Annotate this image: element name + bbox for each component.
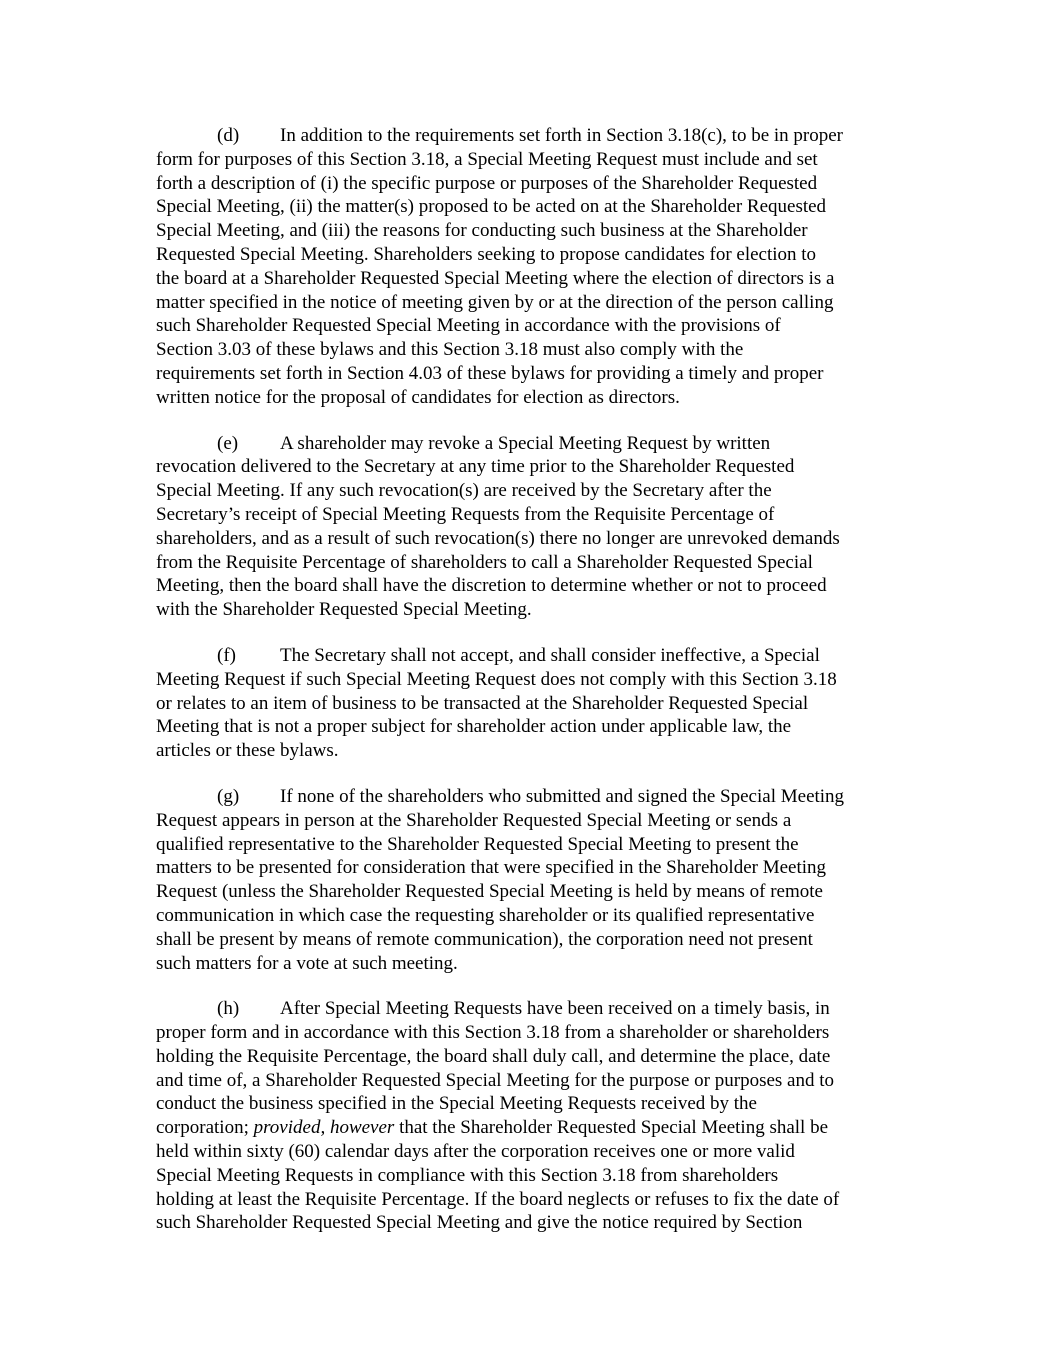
paragraph-line (156, 1116, 906, 1140)
paragraph-line: revocation delivered to the Secretary at any time prior to the Shareholder Requested (156, 456, 795, 478)
paragraph-line (156, 785, 906, 809)
paragraph-line: Requested Special Meeting. Shareholders seeking to propose candidates for election to (156, 243, 817, 265)
paragraph-line: Meeting that is not a proper subject for shareholder action under applicable law, the (156, 716, 792, 738)
paragraph-line: conduct the business specified in the Special Meeting Requests received by the (156, 1093, 757, 1115)
paragraph-f (156, 644, 906, 763)
paragraph-g (156, 785, 906, 975)
paragraph-line: Secretary’s receipt of Special Meeting Requests from the Requisite Percentage of (156, 503, 775, 525)
paragraph-label: (d) (217, 125, 240, 146)
paragraph-line: Request (unless the Shareholder Requested Special Meeting is held by means of remote (156, 881, 823, 903)
paragraph-line: holding at least the Requisite Percentage. If the board neglects or refuses to fix the date of (156, 1188, 840, 1210)
italic-phrase: provided, however (253, 1117, 395, 1139)
paragraph-line: qualified representative to the Shareholder Requested Special Meeting to present the (156, 833, 799, 855)
paragraph-line: such Shareholder Requested Special Meeting in accordance with the provisions of (156, 315, 781, 337)
paragraph-text: In addition to the requirements set forth in Section 3.18(c), to be in proper (280, 125, 843, 146)
paragraph-line: from the Requisite Percentage of shareholders to call a Shareholder Requested Special (156, 551, 813, 573)
paragraph-line: with the Shareholder Requested Special Meeting. (156, 599, 532, 621)
paragraph-d (156, 124, 906, 410)
paragraph-label: (g) (217, 785, 240, 807)
paragraph-line: Meeting Request if such Special Meeting Request does not comply with this Section 3.18 (156, 668, 837, 690)
paragraph-line: Request appears in person at the Shareholder Requested Special Meeting or sends a (156, 809, 792, 831)
paragraph-label: (h) (217, 998, 240, 1020)
paragraph-line: matter specified in the notice of meeting given by or at the direction of the person calling (156, 291, 834, 313)
paragraph-line: articles or these bylaws. (156, 740, 339, 762)
paragraph-text: The Secretary shall not accept, and shall consider ineffective, a Special (280, 644, 820, 666)
paragraph-line: the board at a Shareholder Requested Special Meeting where the election of directors is a (156, 267, 835, 289)
paragraph-e (156, 432, 906, 622)
paragraph-label: (e) (217, 432, 239, 454)
paragraph-line: requirements set forth in Section 4.03 of these bylaws for providing a timely and proper (156, 362, 824, 384)
paragraph-label: (f) (217, 644, 236, 666)
paragraph-line: shall be present by means of remote communication), the corporation need not present (156, 928, 813, 950)
paragraph-text: After Special Meeting Requests have been received on a timely basis, in (280, 998, 830, 1020)
paragraph-line: communication in which case the requesting shareholder or its qualified representative (156, 904, 815, 926)
paragraph-text: A shareholder may revoke a Special Meeting Request by written (280, 432, 771, 454)
paragraph-line: proper form and in accordance with this Section 3.18 from a shareholder or shareholders (156, 1022, 830, 1044)
paragraph-line: holding the Requisite Percentage, the board shall duly call, and determine the place, date (156, 1045, 831, 1067)
paragraph-h (156, 997, 906, 1235)
paragraph-line: Special Meeting Requests in compliance with this Section 3.18 from shareholders (156, 1164, 779, 1186)
paragraph-line: and time of, a Shareholder Requested Special Meeting for the purpose or purposes and to (156, 1069, 835, 1091)
paragraph-line: or relates to an item of business to be transacted at the Shareholder Requested Special (156, 692, 809, 714)
paragraph-line (156, 644, 906, 668)
document-page (156, 124, 906, 1257)
paragraph-line: Section 3.03 of these bylaws and this Section 3.18 must also comply with the (156, 339, 744, 361)
paragraph-text: If none of the shareholders who submitted and signed the Special Meeting (280, 785, 845, 807)
paragraph-line: forth a description of (i) the specific purpose or purposes of the Shareholder Requested (156, 172, 818, 194)
paragraph-line: Special Meeting, and (iii) the reasons for conducting such business at the Shareholder (156, 220, 808, 242)
paragraph-line (156, 432, 906, 456)
paragraph-line: shareholders, and as a result of such revocation(s) there no longer are unrevoked demands (156, 527, 840, 549)
paragraph-line: such Shareholder Requested Special Meeting and give the notice required by Section (156, 1212, 803, 1234)
paragraph-line: held within sixty (60) calendar days after the corporation receives one or more valid (156, 1141, 795, 1163)
paragraph-text: corporation; (156, 1117, 254, 1139)
paragraph-line: Special Meeting. If any such revocation(s) are received by the Secretary after the (156, 480, 772, 502)
paragraph-line (156, 124, 906, 148)
paragraph-line (156, 997, 906, 1021)
paragraph-line: written notice for the proposal of candidates for election as directors. (156, 386, 680, 408)
paragraph-line: Special Meeting, (ii) the matter(s) proposed to be acted on at the Shareholder Requested (156, 196, 827, 218)
paragraph-line: form for purposes of this Section 3.18, a Special Meeting Request must include and set (156, 148, 818, 170)
paragraph-line: such matters for a vote at such meeting. (156, 952, 458, 974)
paragraph-line: matters to be presented for consideration that were specified in the Shareholder Meeting (156, 857, 827, 879)
paragraph-line: Meeting, then the board shall have the discretion to determine whether or not to proceed (156, 575, 827, 597)
paragraph-text: that the Shareholder Requested Special Meeting shall be (394, 1117, 829, 1139)
